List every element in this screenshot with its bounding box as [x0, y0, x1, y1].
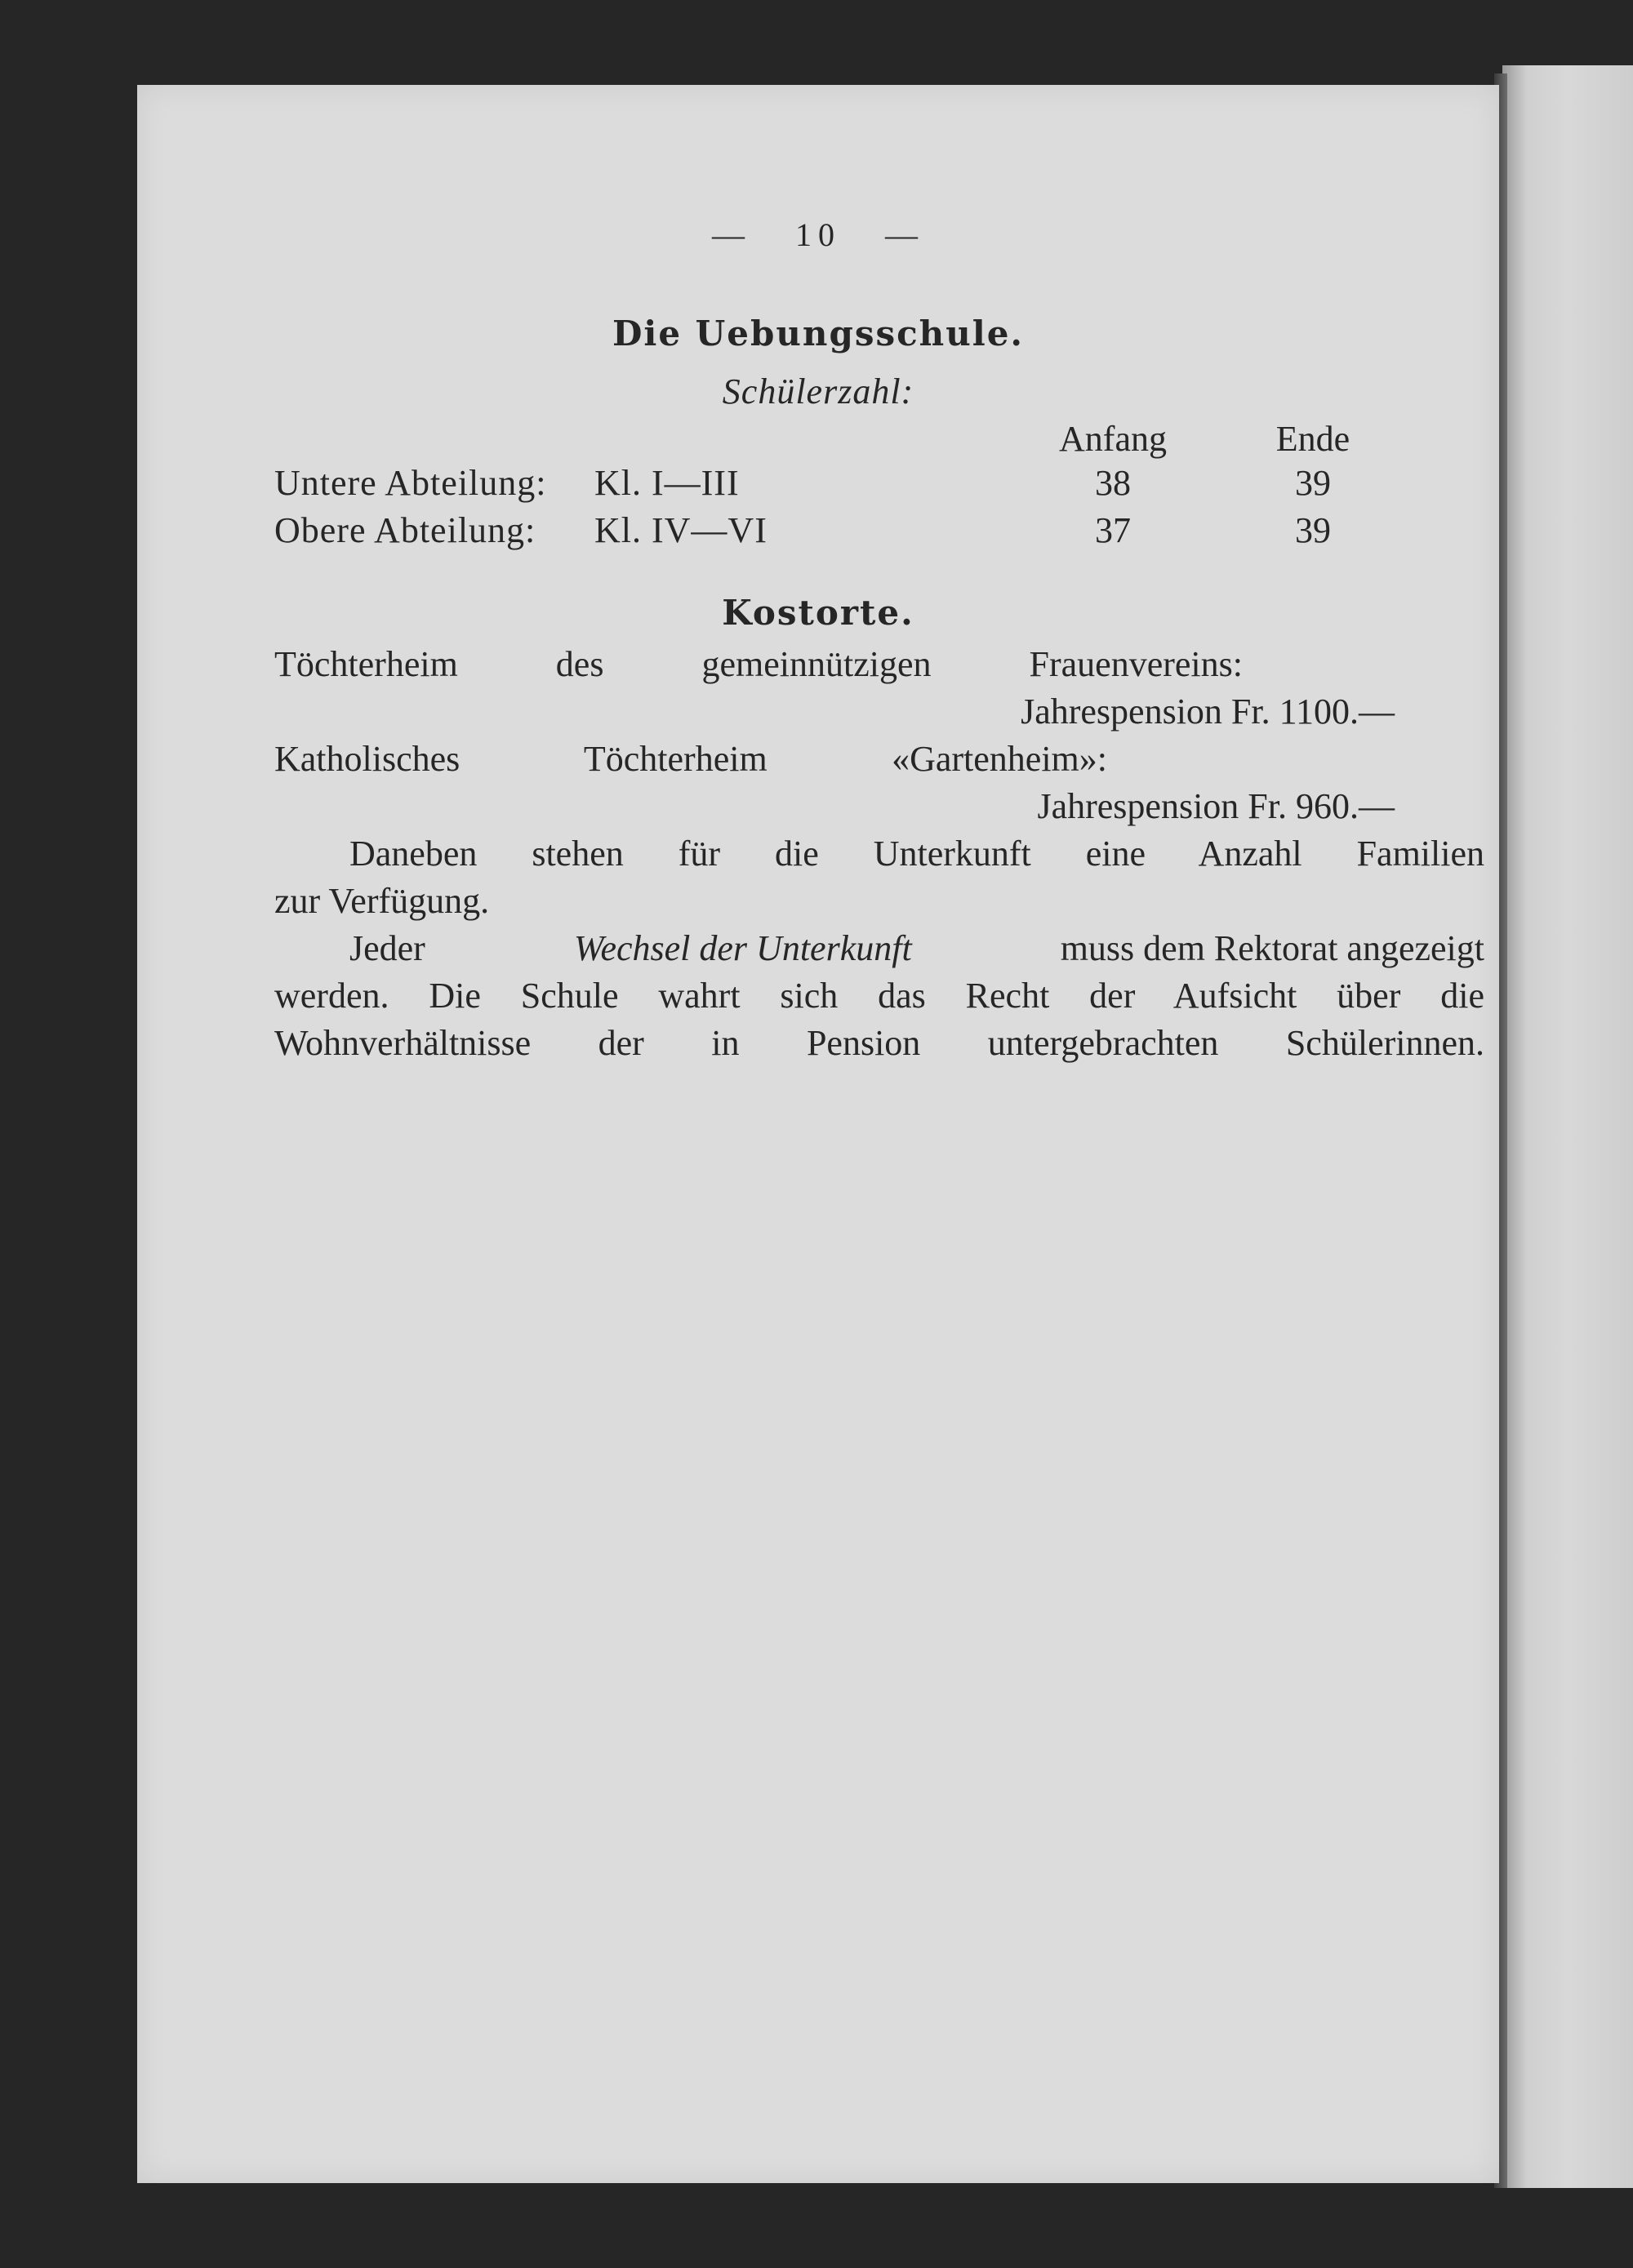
row-ende-obere: 39 [1295, 510, 1331, 550]
column-header-ende: Ende [1275, 419, 1350, 459]
text-line-heim2: Katholisches Töchterheim «Gartenheim»: [274, 739, 1107, 779]
folio-dash-left: — [712, 216, 751, 253]
section-title-kostorte: Kostorte. [722, 593, 914, 633]
para2-italic-phrase: Wechsel der Unterkunft [573, 928, 912, 968]
subtitle-schuelerzahl: Schülerzahl: [722, 371, 914, 411]
text-line-heim1: Töchterheim des gemeinnützigen Frauenvereins: [274, 644, 1243, 684]
row-classes-untere: Kl. I—III [594, 463, 740, 503]
column-header-anfang: Anfang [1059, 419, 1167, 459]
row-classes-obere: Kl. IV—VI [594, 510, 768, 550]
text-line-para2-1 [349, 927, 1484, 969]
row-anfang-obere: 37 [1095, 510, 1131, 550]
row-label-obere: Obere Abteilung: [274, 510, 536, 550]
para2-start: Jeder [349, 928, 434, 968]
text-line-para1-2: zur Verfügung. [274, 881, 490, 921]
row-anfang-untere: 38 [1095, 463, 1131, 503]
row-ende-untere: 39 [1295, 463, 1331, 503]
row-label-untere: Untere Abteilung: [274, 463, 547, 503]
adjacent-page [1502, 65, 1633, 2188]
folio-dash-right: — [885, 216, 924, 253]
text-line-para2-3: Wohnverhältnisse der in Pension untergebrachten Schülerinnen. [274, 1023, 1484, 1063]
section-title-uebungsschule: Die Uebungsschule. [612, 314, 1025, 354]
folio-number: 10 [795, 216, 841, 253]
text-line-para2-2: werden. Die Schule wahrt sich das Recht der Aufsicht über die [274, 976, 1484, 1016]
text-line-pension2: Jahrespension Fr. 960.— [1037, 786, 1395, 826]
text-line-pension1: Jahrespension Fr. 1100.— [1021, 692, 1395, 732]
page-number [137, 216, 1499, 254]
para2-end: muss dem Rektorat angezeigt [1051, 928, 1484, 968]
text-line-para1-1: Daneben stehen für die Unterkunft eine Anzahl Familien [349, 834, 1484, 874]
document-page [137, 85, 1499, 2183]
